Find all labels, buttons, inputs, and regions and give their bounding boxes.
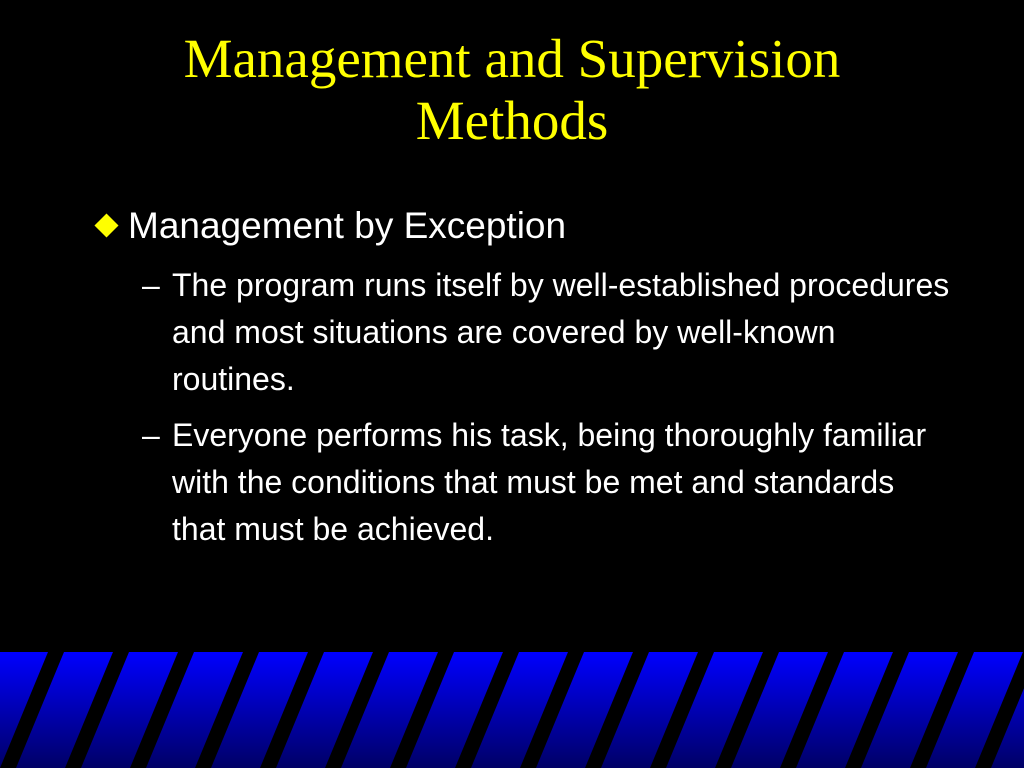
slide-title-line-2: Methods (415, 90, 609, 151)
slide-title (0, 28, 1024, 152)
slide-body (90, 200, 950, 562)
diamond-bullet-icon (94, 213, 118, 237)
bullet-item (90, 200, 950, 252)
diagonal-stripes-band (0, 652, 1024, 768)
sub-bullet-text-1: The program runs itself by well-established procedures and most situations are covered by well-known routines. (172, 267, 950, 397)
sub-bullet-text-2: Everyone performs his task, being thoroughly familiar with the conditions that must be met and standards that must be achieved. (172, 417, 927, 547)
dash-marker: – (142, 417, 160, 453)
dash-marker: – (142, 267, 160, 303)
slide-title-line-1: Management and Supervision (183, 28, 841, 89)
sub-bullet-item-1 (142, 262, 950, 403)
sub-bullet-item-2 (142, 412, 950, 553)
bullet-text: Management by Exception (128, 205, 567, 246)
